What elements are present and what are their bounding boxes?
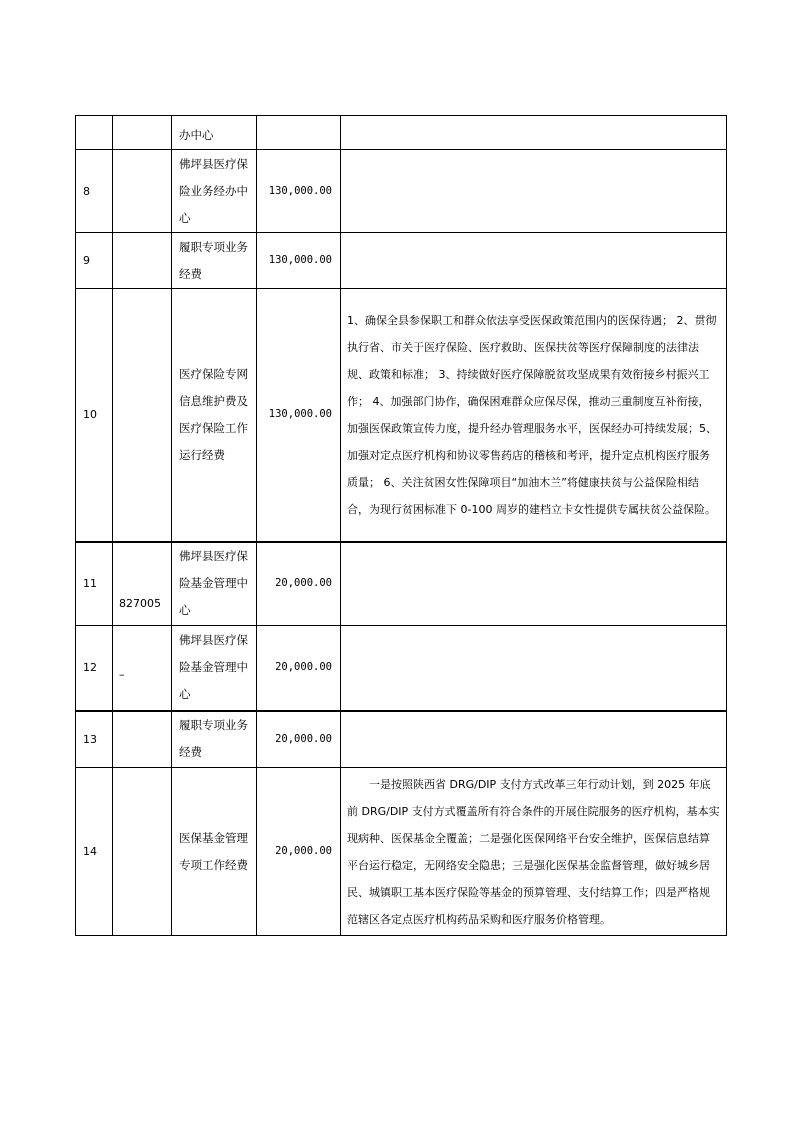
- row-number: 9: [76, 233, 113, 289]
- table-row: [76, 233, 727, 289]
- amount-cell: 130,000.00: [257, 150, 341, 233]
- table-row: [76, 711, 727, 768]
- unit-name-cell: 履职专项业务经费: [172, 711, 257, 768]
- unit-name-cell: 佛坪县医疗保险业务经办中心: [172, 150, 257, 233]
- table-row: [76, 626, 727, 711]
- row-number: 11: [76, 542, 113, 626]
- description-cell: 1、确保全县参保职工和群众依法享受医保政策范围内的医保待遇； 2、贯彻执行省、市关于医疗保险、医疗救助、医保扶贫等医疗保障制度的法律法规、政策和标准； 3、持续做好医疗保障脱贫攻坚成果有效衔接乡村振兴工作； 4、加强部门协作，确保困难群众应保尽保，推动三重制度互补衔接，加强医保政策宣传力度，提升经办管理服务水平，医保经办可持续发展；5、加强对定点医疗机构和协议零售药店的稽核和考评，提升定点机构医疗服务质量； 6、关注贫困女性保障项目“加油木兰”将健康扶贫与公益保险相结合，为现行贫困标准下 0-100 周岁的建档立卡女性提供专属扶贫公益保险。: [341, 289, 727, 542]
- amount-cell: 130,000.00: [257, 233, 341, 289]
- code-cell: [113, 150, 172, 233]
- description-cell: [341, 626, 727, 711]
- description-cell: [341, 233, 727, 289]
- description-cell: [341, 768, 727, 936]
- unit-name-cell: 佛坪县医疗保险基金管理中心: [172, 626, 257, 711]
- code-cell: [113, 116, 172, 150]
- row-number: [76, 116, 113, 150]
- amount-cell: [257, 116, 341, 150]
- code-cell: [113, 233, 172, 289]
- budget-project-table: [75, 115, 727, 936]
- description-text: 一是按照陕西省 DRG/DIP 支付方式改革三年行动计划，到 2025 年底前 DRG/DIP 支付方式覆盖所有符合条件的开展住院服务的医疗机构，基本实现病种、医保基金全覆盖；二是强化医保网络平台安全维护，医保信息结算平台运行稳定，无网络安全隐患；三是强化医保基金监督管理，做好城乡居民、城镇职工基本医疗保险等基金的预算管理、支付结算工作；四是严格规范辖区各定点医疗机构药品采购和医疗服务价格管理。: [347, 777, 720, 926]
- code-cell: [113, 289, 172, 542]
- amount-cell: 20,000.00: [257, 542, 341, 626]
- code-cell: [113, 711, 172, 768]
- unit-name-cell: 医保基金管理专项工作经费: [172, 768, 257, 936]
- amount-cell: 20,000.00: [257, 768, 341, 936]
- row-number: 12: [76, 626, 113, 711]
- description-cell: [341, 542, 727, 626]
- table-row: [76, 768, 727, 936]
- table-row: [76, 542, 727, 626]
- code-cell: [113, 768, 172, 936]
- description-cell: [341, 711, 727, 768]
- unit-name-cell: 医疗保险专网信息维护费及医疗保险工作运行经费: [172, 289, 257, 542]
- code-cell: 827005: [113, 542, 172, 626]
- row-number: 13: [76, 711, 113, 768]
- description-cell: [341, 150, 727, 233]
- row-number: 14: [76, 768, 113, 936]
- row-number: 10: [76, 289, 113, 542]
- unit-name-cell: 履职专项业务经费: [172, 233, 257, 289]
- table-row: [76, 150, 727, 233]
- amount-cell: 20,000.00: [257, 626, 341, 711]
- code-cell: –: [113, 626, 172, 711]
- table-row: [76, 289, 727, 542]
- unit-name-cell: 佛坪县医疗保险基金管理中心: [172, 542, 257, 626]
- table-row: [76, 116, 727, 150]
- amount-cell: 20,000.00: [257, 711, 341, 768]
- row-number: 8: [76, 150, 113, 233]
- amount-cell: 130,000.00: [257, 289, 341, 542]
- unit-name-cell: 办中心: [172, 116, 257, 150]
- description-cell: [341, 116, 727, 150]
